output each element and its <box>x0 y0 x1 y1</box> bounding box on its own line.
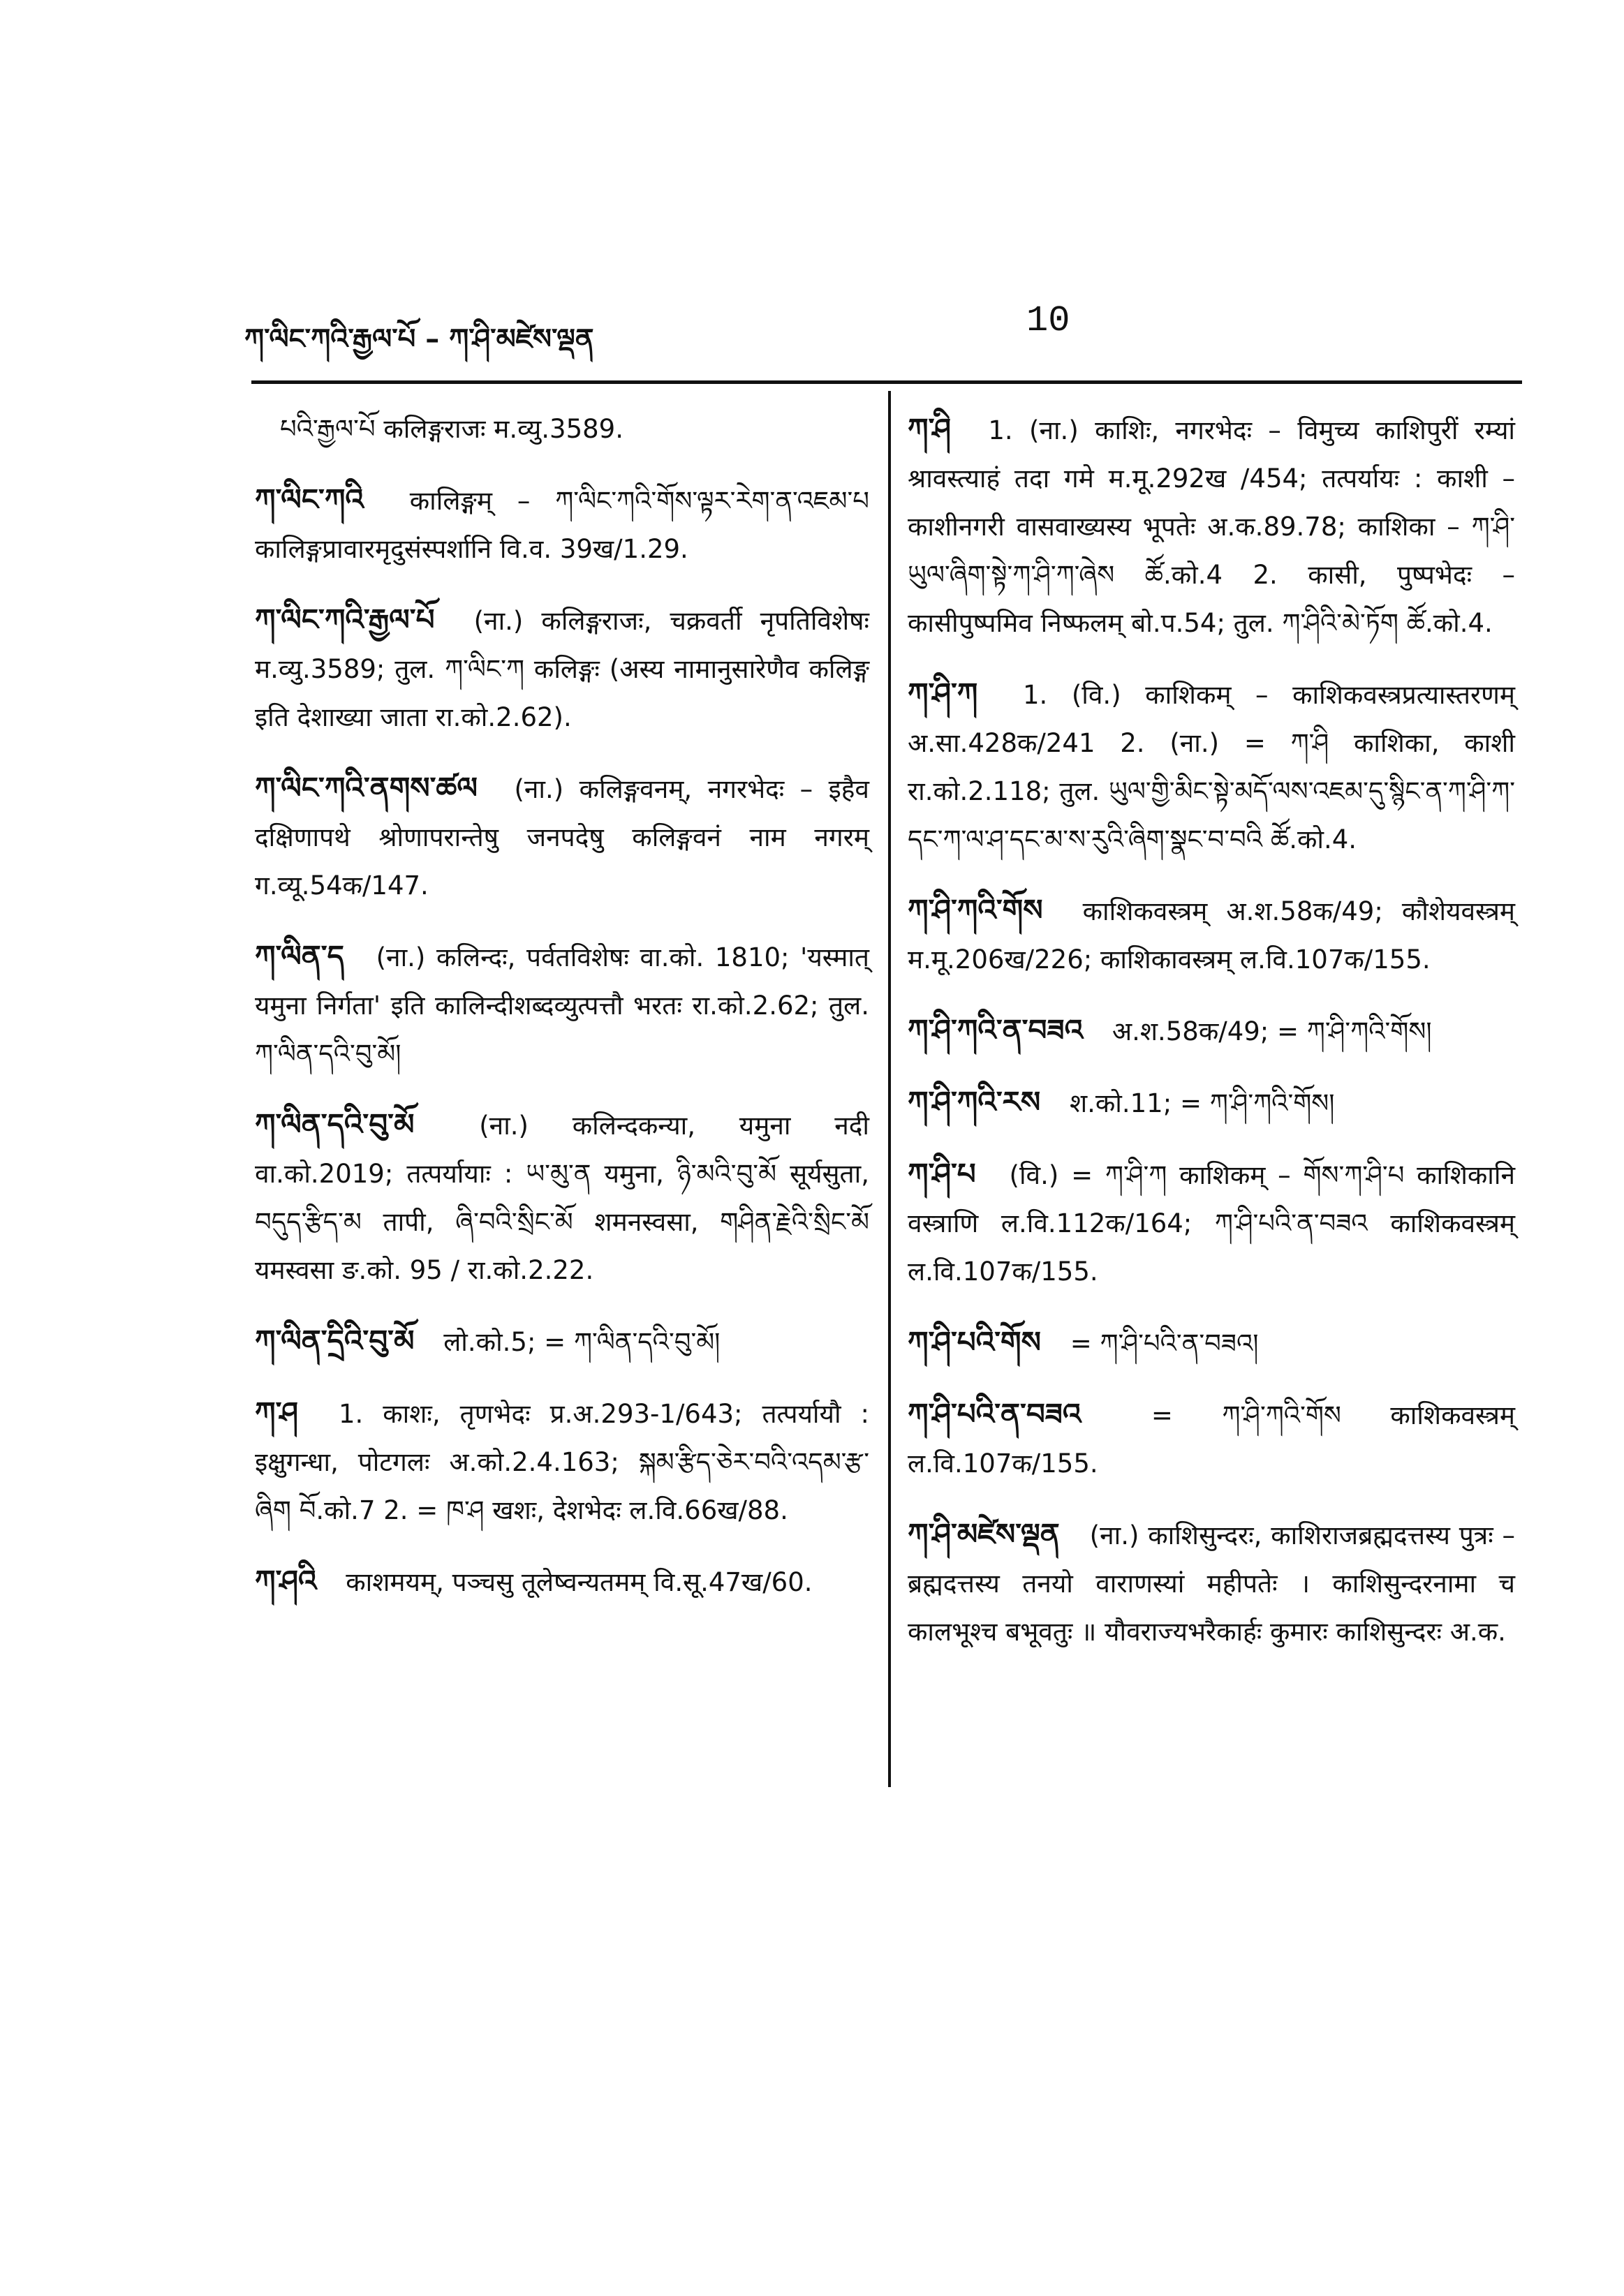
dictionary-entry <box>908 1510 1515 1656</box>
dictionary-entry <box>908 886 1515 984</box>
dictionary-entry <box>255 1388 869 1534</box>
column-divider <box>888 391 891 1787</box>
entry-headword: ཀ་ཤི་པའི་ན་བཟའ <box>908 1397 1082 1431</box>
entry-body: (ना.) कलिङ्गवनम्, नगरभेदः – इहैव दक्षिणापथे श्रोणापरान्तेषु जनपदेषु कलिङ्गवनं नाम नगरम् ग.व्यू.54क/147. <box>255 774 870 901</box>
dictionary-entry <box>255 475 869 573</box>
dictionary-entry <box>255 1317 869 1366</box>
running-header: ཀ་ལིང་ཀའི་རྒྱལ་པོ – ཀ་ཤི་མཛེས་ལྡན <box>244 323 594 355</box>
dictionary-entry <box>255 764 869 910</box>
entry-body: = ཀ་ཤི་པའི་ན་བཟའ། <box>1070 1328 1259 1358</box>
entry-headword: ཀ་ཤི་ཀའི་ན་བཟའ <box>908 1013 1084 1047</box>
dictionary-entry <box>255 405 869 453</box>
dictionary-entry <box>255 1100 869 1294</box>
dictionary-entry <box>255 1557 869 1606</box>
entry-headword: ཀ་ཤི་ཀའི་རས <box>908 1085 1041 1119</box>
entry-headword: ཀ་ལིང་ཀའི <box>255 482 364 517</box>
left-column <box>255 405 869 1629</box>
entry-body: काशमयम्, पञ्चसु तूलेष्वन्यतमम् वि.सू.47ख/60. <box>346 1567 813 1597</box>
dictionary-entry <box>908 1150 1515 1296</box>
entry-headword: ཀ་ཤའི <box>255 1564 317 1598</box>
dictionary-entry <box>908 405 1515 647</box>
entry-body: (वि.) = ཀ་ཤི་ཀ काशिकम् – གོས་ཀ་ཤི་པ काशिकानि वस्त्राणि ल.वि.112क/164; ཀ་ཤི་པའི་ན་བཟའ काशिकवस्त्रम् ल.वि.107क/155. <box>908 1160 1515 1287</box>
entry-body: (ना.) कलिङ्गराजः, चक्रवर्ती नृपतिविशेषः म.व्यु.3589; तुल. ཀ་ལིང་ཀ कलिङ्गः (अस्य नामानुसारेणैव कलिङ्ग इति देशाख्या जाता रा.को.2.62). <box>255 606 869 732</box>
page-header <box>209 300 1624 356</box>
entry-body: 1. काशः, तृणभेदः प्र.अ.293-1/643; तत्पर्यायौ : इक्षुगन्धा, पोटगलः अ.को.2.4.163; སྐམ་རྩིད་ཅེར་བའི་འདམ་རྩ་ཞིག བོ.को.7 2. = ཁ་ཤ खशः, देशभेदः ल.वि.66ख/88. <box>255 1399 869 1525</box>
header-rule <box>251 380 1522 384</box>
page-number: 10 <box>1026 300 1070 341</box>
dictionary-entry <box>908 1078 1515 1127</box>
dictionary-entry <box>908 1318 1515 1368</box>
entry-body: 1. (ना.) काशिः, नगरभेदः – विमुच्य काशिपुरीं रम्यां श्रावस्त्याहं तदा गमे म.मू.292ख /454; तत्पर्यायः : काशी – काशीनगरी वासवाख्यस्य भूपतेः अ.क.89.78; काशिका – ཀ་ཤི་ཡུལ་ཞིག་སྟེ་ཀ་ཤི་ཀ་ཞེས ཚོ.को.4 2. कासी, पुष्पभेदः – कासीपुष्पमिव निष्फलम् बो.प.54; तुल. ཀ་ཤིའི་མེ་ཏོག ཚོ.को.4. <box>908 415 1516 638</box>
entry-body: (ना.) कलिन्दकन्या, यमुना नदी वा.को.2019; तत्पर्यायाः : ཡ་མུ་ན यमुना, ཉི་མའི་བུ་མོ सूर्यसुता, བདུད་རྩིད་མ तापी, ཞི་བའི་སྲིང་མོ शमनस्वसा, གཤིན་རྗེའི་སྲིང་མོ यमस्वसा ङ.को. 95 / रा.को.2.22. <box>255 1111 869 1285</box>
entry-body: (ना.) कलिन्दः, पर्वतविशेषः वा.को. 1810; 'यस्मात् यमुना निर्गता' इति कालिन्दीशब्दव्युत्पत्तौ भरतः रा.को.2.62; तुल. ཀ་ལིན་དའི་བུ་མོ། <box>255 942 869 1069</box>
dictionary-entry <box>255 932 869 1078</box>
entry-body: པའི་རྒྱལ་པོ कलिङ्गराजः म.व्यु.3589. <box>280 414 623 444</box>
entry-headword: ཀ་ལིང་ཀའི་ནགས་ཚལ <box>255 771 478 805</box>
entry-headword: ཀ་ལིན་དའི་བུ་མོ <box>255 1107 415 1141</box>
entry-headword: ཀ་ཤི <box>908 412 951 446</box>
entry-body: कालिङ्गम् – ཀ་ལིང་ཀའི་གོས་ལྟར་རེག་ན་འཇམ་པ कालिङ्गप्रावारमृदुसंस्पर्शानि वि.व. 39ख/1.29. <box>255 486 870 564</box>
dictionary-entry <box>255 595 869 741</box>
dictionary-entry <box>908 1006 1515 1056</box>
entry-body: = ཀ་ཤི་ཀའི་གོས काशिकवस्त्रम् ल.वि.107क/155. <box>908 1400 1515 1479</box>
entry-headword: ཀ་ཤི་པ <box>908 1157 976 1191</box>
entry-headword: ཀ་ཤ <box>255 1395 298 1430</box>
entry-body: (ना.) काशिसुन्दरः, काशिराजब्रह्मदत्तस्य पुत्रः – ब्रह्मदत्तस्य तनयो वाराणस्यां महीपतेः । काशिसुन्दरनामा च कालभूश्च बभूवतुः ॥ यौवराज्यभरैकार्हः कुमारः काशिसुन्दरः अ.क. <box>908 1520 1516 1647</box>
entry-body: लो.को.5; = ཀ་ལིན་དའི་བུ་མོ། <box>443 1327 721 1357</box>
entry-headword: ཀ་ལིན་ད <box>255 939 344 973</box>
dictionary-entry <box>908 1390 1515 1488</box>
entry-body: काशिकवस्त्रम् अ.श.58क/49; कौशेयवस्त्रम् म.मू.206ख/226; काशिकावस्त्रम् ल.वि.107क/155. <box>908 896 1515 975</box>
entry-body: श.को.11; = ཀ་ཤི་ཀའི་གོས། <box>1069 1088 1335 1118</box>
dictionary-entry <box>908 669 1515 864</box>
entry-headword: ཀ་ལིང་ཀའི་རྒྱལ་པོ <box>255 602 435 637</box>
entry-headword: ཀ་ཤི་མཛེས་ལྡན <box>908 1517 1060 1551</box>
entry-headword: ཀ་ལིན་དྲིའི་བུ་མོ <box>255 1324 415 1358</box>
entry-body: 1. (वि.) काशिकम् – काशिकवस्त्रप्रत्यास्तरणम् अ.सा.428क/241 2. (ना.) = ཀ་ཤི काशिका, काशी रा.को.2.118; तुल. ཡུལ་གྱི་མིང་སྟེ་མདོ་ལས་འཇམ་དུ་སྙིང་ན་ཀ་ཤི་ཀ་དང་ཀ་ལ་ཤ་དང་མ་ས་རུའི་ཞིག་སྣང་བ་བའི ཚོ.को.4. <box>908 680 1515 854</box>
entry-headword: ཀ་ཤི་པའི་གོས <box>908 1325 1041 1359</box>
entry-body: अ.श.58क/49; = ཀ་ཤི་ཀའི་གོས། <box>1112 1016 1432 1046</box>
right-column <box>908 405 1515 1678</box>
entry-headword: ཀ་ཤི་ཀ <box>908 676 978 711</box>
entry-headword: ཀ་ཤི་ཀའི་གོས <box>908 893 1043 927</box>
